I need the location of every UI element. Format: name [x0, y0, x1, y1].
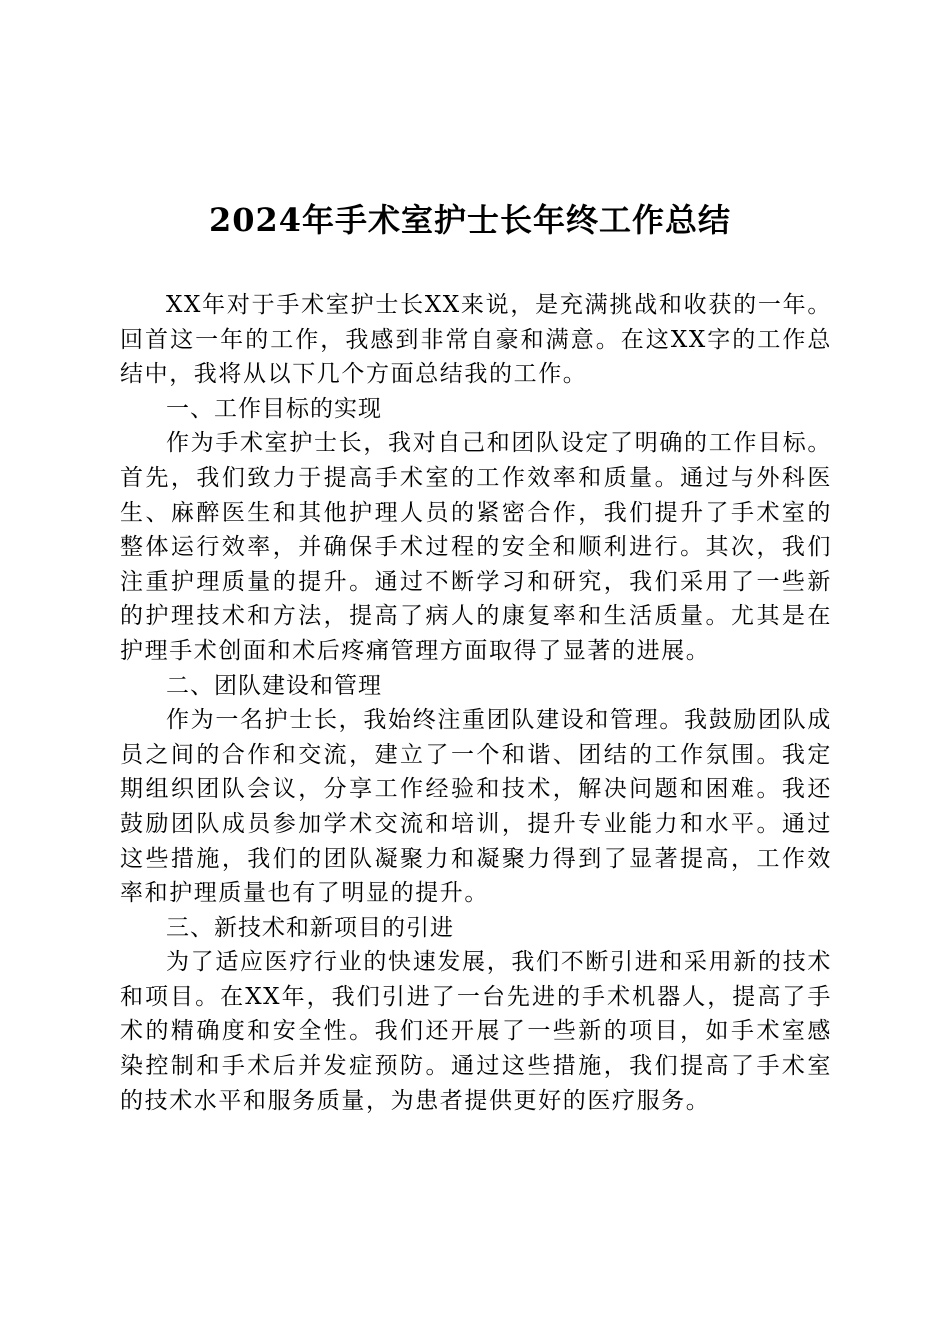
intro-paragraph: XX年对于手术室护士长XX来说，是充满挑战和收获的一年。回首这一年的工作，我感到非常自豪和满意。在这XX字的工作总结中，我将从以下几个方面总结我的工作。 [120, 292, 832, 388]
section-paragraph-new-tech: 为了适应医疗行业的快速发展，我们不断引进和采用新的技术和项目。在XX年，我们引进了一台先进的手术机器人，提高了手术的精确度和安全性。我们还开展了一些新的项目，如手术室感染控制和手术后并发症预防。通过这些措施，我们提高了手术室的技术水平和服务质量，为患者提供更好的医疗服务。 [120, 949, 832, 1114]
section-paragraph-team: 作为一名护士长，我始终注重团队建设和管理。我鼓励团队成员之间的合作和交流，建立了一个和谐、团结的工作氛围。我定期组织团队会议，分享工作经验和技术，解决问题和困难。我还鼓励团队成员参加学术交流和培训，提升专业能力和水平。通过这些措施，我们的团队凝聚力和凝聚力得到了显著提高，工作效率和护理质量也有了明显的提升。 [120, 707, 832, 907]
section-heading-goals: 一、工作目标的实现 [166, 395, 382, 422]
section-paragraph-goals: 作为手术室护士长，我对自己和团队设定了明确的工作目标。首先，我们致力于提高手术室的工作效率和质量。通过与外科医生、麻醉医生和其他护理人员的紧密合作，我们提升了手术室的整体运行效率，并确保手术过程的安全和顺利进行。其次，我们注重护理质量的提升。通过不断学习和研究，我们采用了一些新的护理技术和方法，提高了病人的康复率和生活质量。尤其是在护理手术创面和术后疼痛管理方面取得了显著的进展。 [120, 430, 832, 664]
document-body [120, 288, 832, 1118]
document-title: 2024年手术室护士长年终工作总结 [208, 201, 732, 239]
section-heading-new-tech: 三、新技术和新项目的引进 [166, 914, 454, 941]
section-heading-team: 二、团队建设和管理 [166, 672, 382, 699]
